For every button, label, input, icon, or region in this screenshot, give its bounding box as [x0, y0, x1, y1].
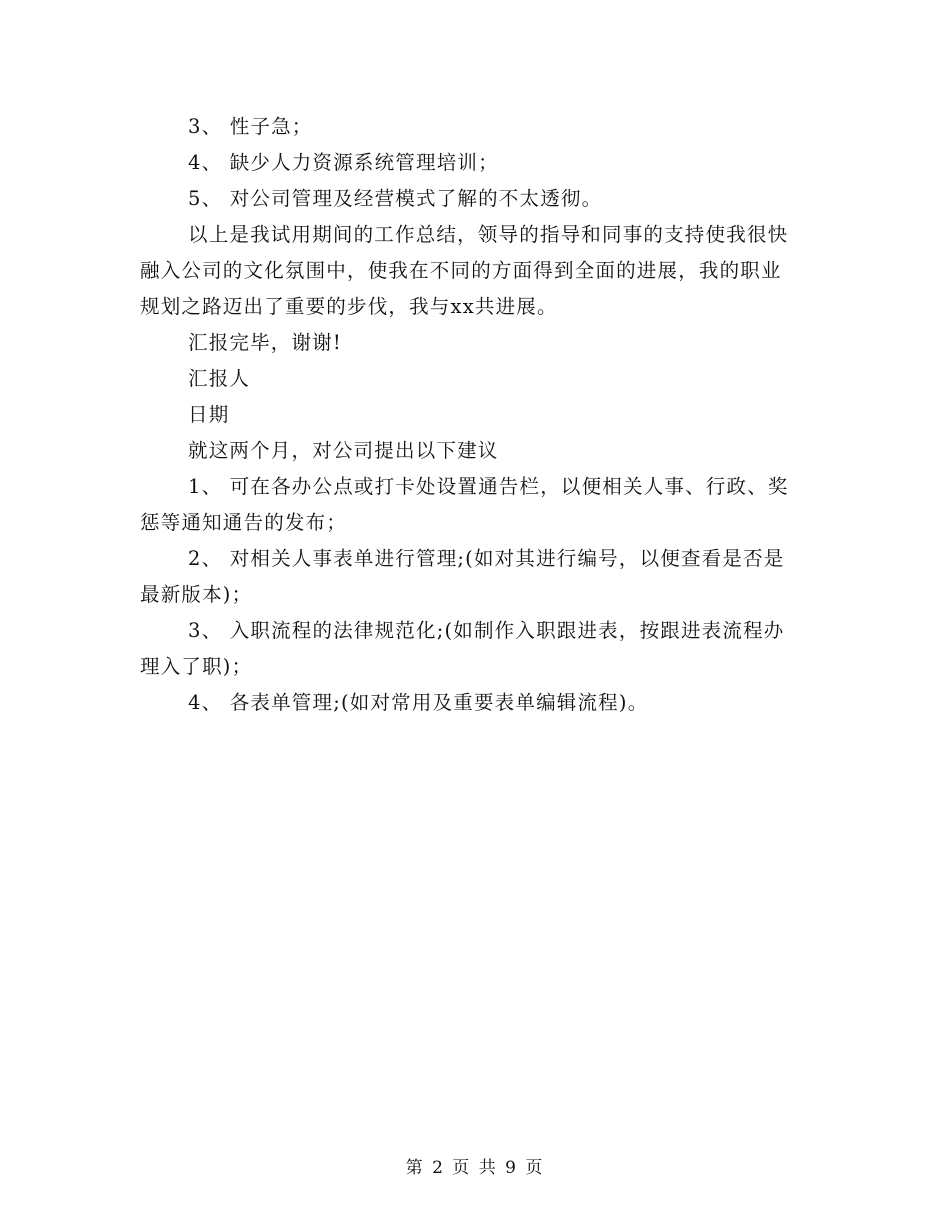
page-number-footer: 第 2 页 共 9 页 [405, 1158, 545, 1178]
document-body [140, 109, 800, 721]
suggestion-item-4: 4、 各表单管理;(如对常用及重要表单编辑流程)。 [188, 691, 649, 714]
list-item-5-weakness: 5、 对公司管理及经营模式了解的不太透彻。 [188, 187, 603, 210]
date-label: 日期 [188, 403, 230, 426]
suggestion-item-1: 1、 可在各办公点或打卡处设置通告栏，以便相关人事、行政、奖惩等通知通告的发布； [140, 475, 789, 534]
summary-paragraph: 以上是我试用期间的工作总结，领导的指导和同事的支持使我很快融入公司的文化氛围中，使我在不同的方面得到全面的进展，我的职业规划之路迈出了重要的步伐，我与xx共进展。 [140, 223, 789, 318]
suggestion-item-3: 3、 入职流程的法律规范化;(如制作入职跟进表，按跟进表流程办理入了职)； [140, 619, 785, 678]
list-item-4-weakness: 4、 缺少人力资源系统管理培训； [188, 151, 499, 174]
suggestion-item-2: 2、 对相关人事表单进行管理;(如对其进行编号，以便查看是否是最新版本)； [140, 547, 785, 606]
suggestions-intro: 就这两个月，对公司提出以下建议 [188, 439, 499, 462]
list-item-3-weakness: 3、 性子急； [188, 115, 313, 138]
reporter-label: 汇报人 [188, 367, 251, 390]
closing-remark: 汇报完毕，谢谢! [188, 331, 342, 354]
